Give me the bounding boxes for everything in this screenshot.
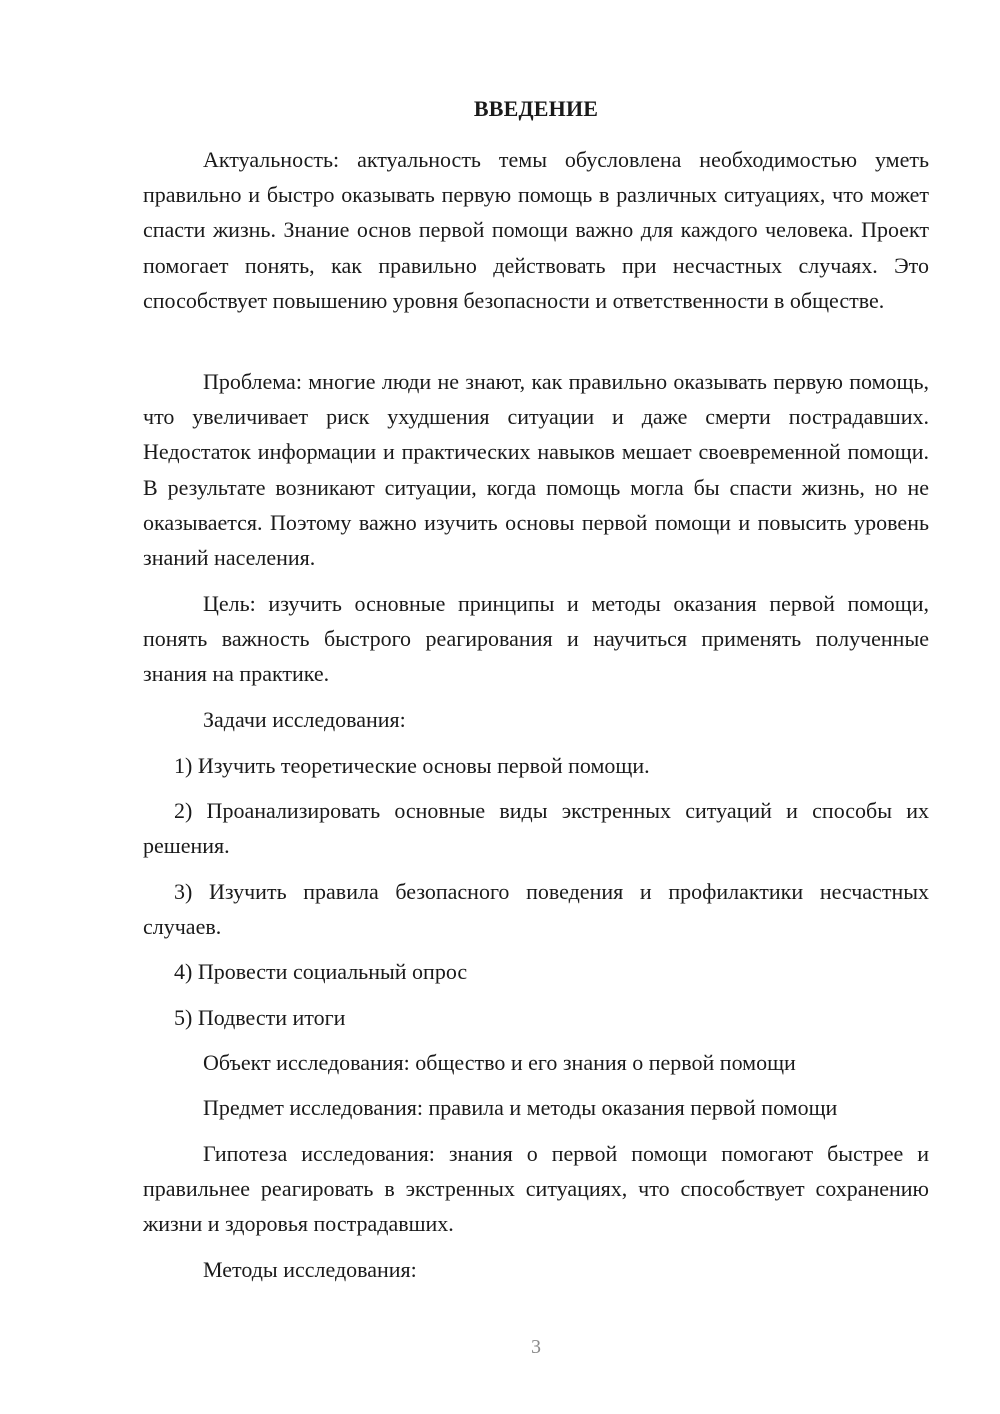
relevance-paragraph: Актуальность: актуальность темы обусловлена необходимостью уметь правильно и быстро оказывать первую помощь в различных ситуациях, что может спасти жизнь. Знание основ первой помощи важно для каждого человека. Проект помогает понять, как правильно действовать при несчастных случаях. Это способствует повышению уровня безопасности и ответственности в обществе. — [143, 147, 929, 313]
section-heading: ВВЕДЕНИЕ — [473, 96, 599, 121]
task-item-4: 4) Провести социальный опрос — [174, 959, 468, 984]
task-item-1: 1) Изучить теоретические основы первой помощи. — [174, 753, 650, 778]
hypothesis-paragraph: Гипотеза исследования: знания о первой помощи помогают быстрее и правильнее реагировать в экстренных ситуациях, что способствует сохранению жизни и здоровья пострадавших. — [143, 1141, 929, 1237]
task-item-2: 2) Проанализировать основные виды экстренных ситуаций и способы их решения. — [143, 798, 929, 859]
page-number: 3 — [531, 1336, 541, 1358]
object-paragraph: Объект исследования: общество и его знания о первой помощи — [203, 1050, 796, 1075]
subject-paragraph: Предмет исследования: правила и методы оказания первой помощи — [203, 1095, 838, 1120]
task-item-5: 5) Подвести итоги — [174, 1005, 346, 1030]
methods-title: Методы исследования: — [203, 1257, 417, 1282]
task-item-3: 3) Изучить правила безопасного поведения и профилактики несчастных случаев. — [143, 879, 929, 940]
tasks-title: Задачи исследования: — [203, 707, 406, 732]
problem-paragraph: Проблема: многие люди не знают, как правильно оказывать первую помощь, что увеличивает риск ухудшения ситуации и даже смерти пострадавших. Недостаток информации и практических навыков мешает своевременной помощи. В результате возникают ситуации, когда помощь могла бы спасти жизнь, но не оказывается. Поэтому важно изучить основы первой помощи и повысить уровень знаний населения. — [143, 369, 929, 571]
goal-paragraph: Цель: изучить основные принципы и методы оказания первой помощи, понять важность быстрого реагирования и научиться применять полученные знания на практике. — [143, 591, 929, 687]
